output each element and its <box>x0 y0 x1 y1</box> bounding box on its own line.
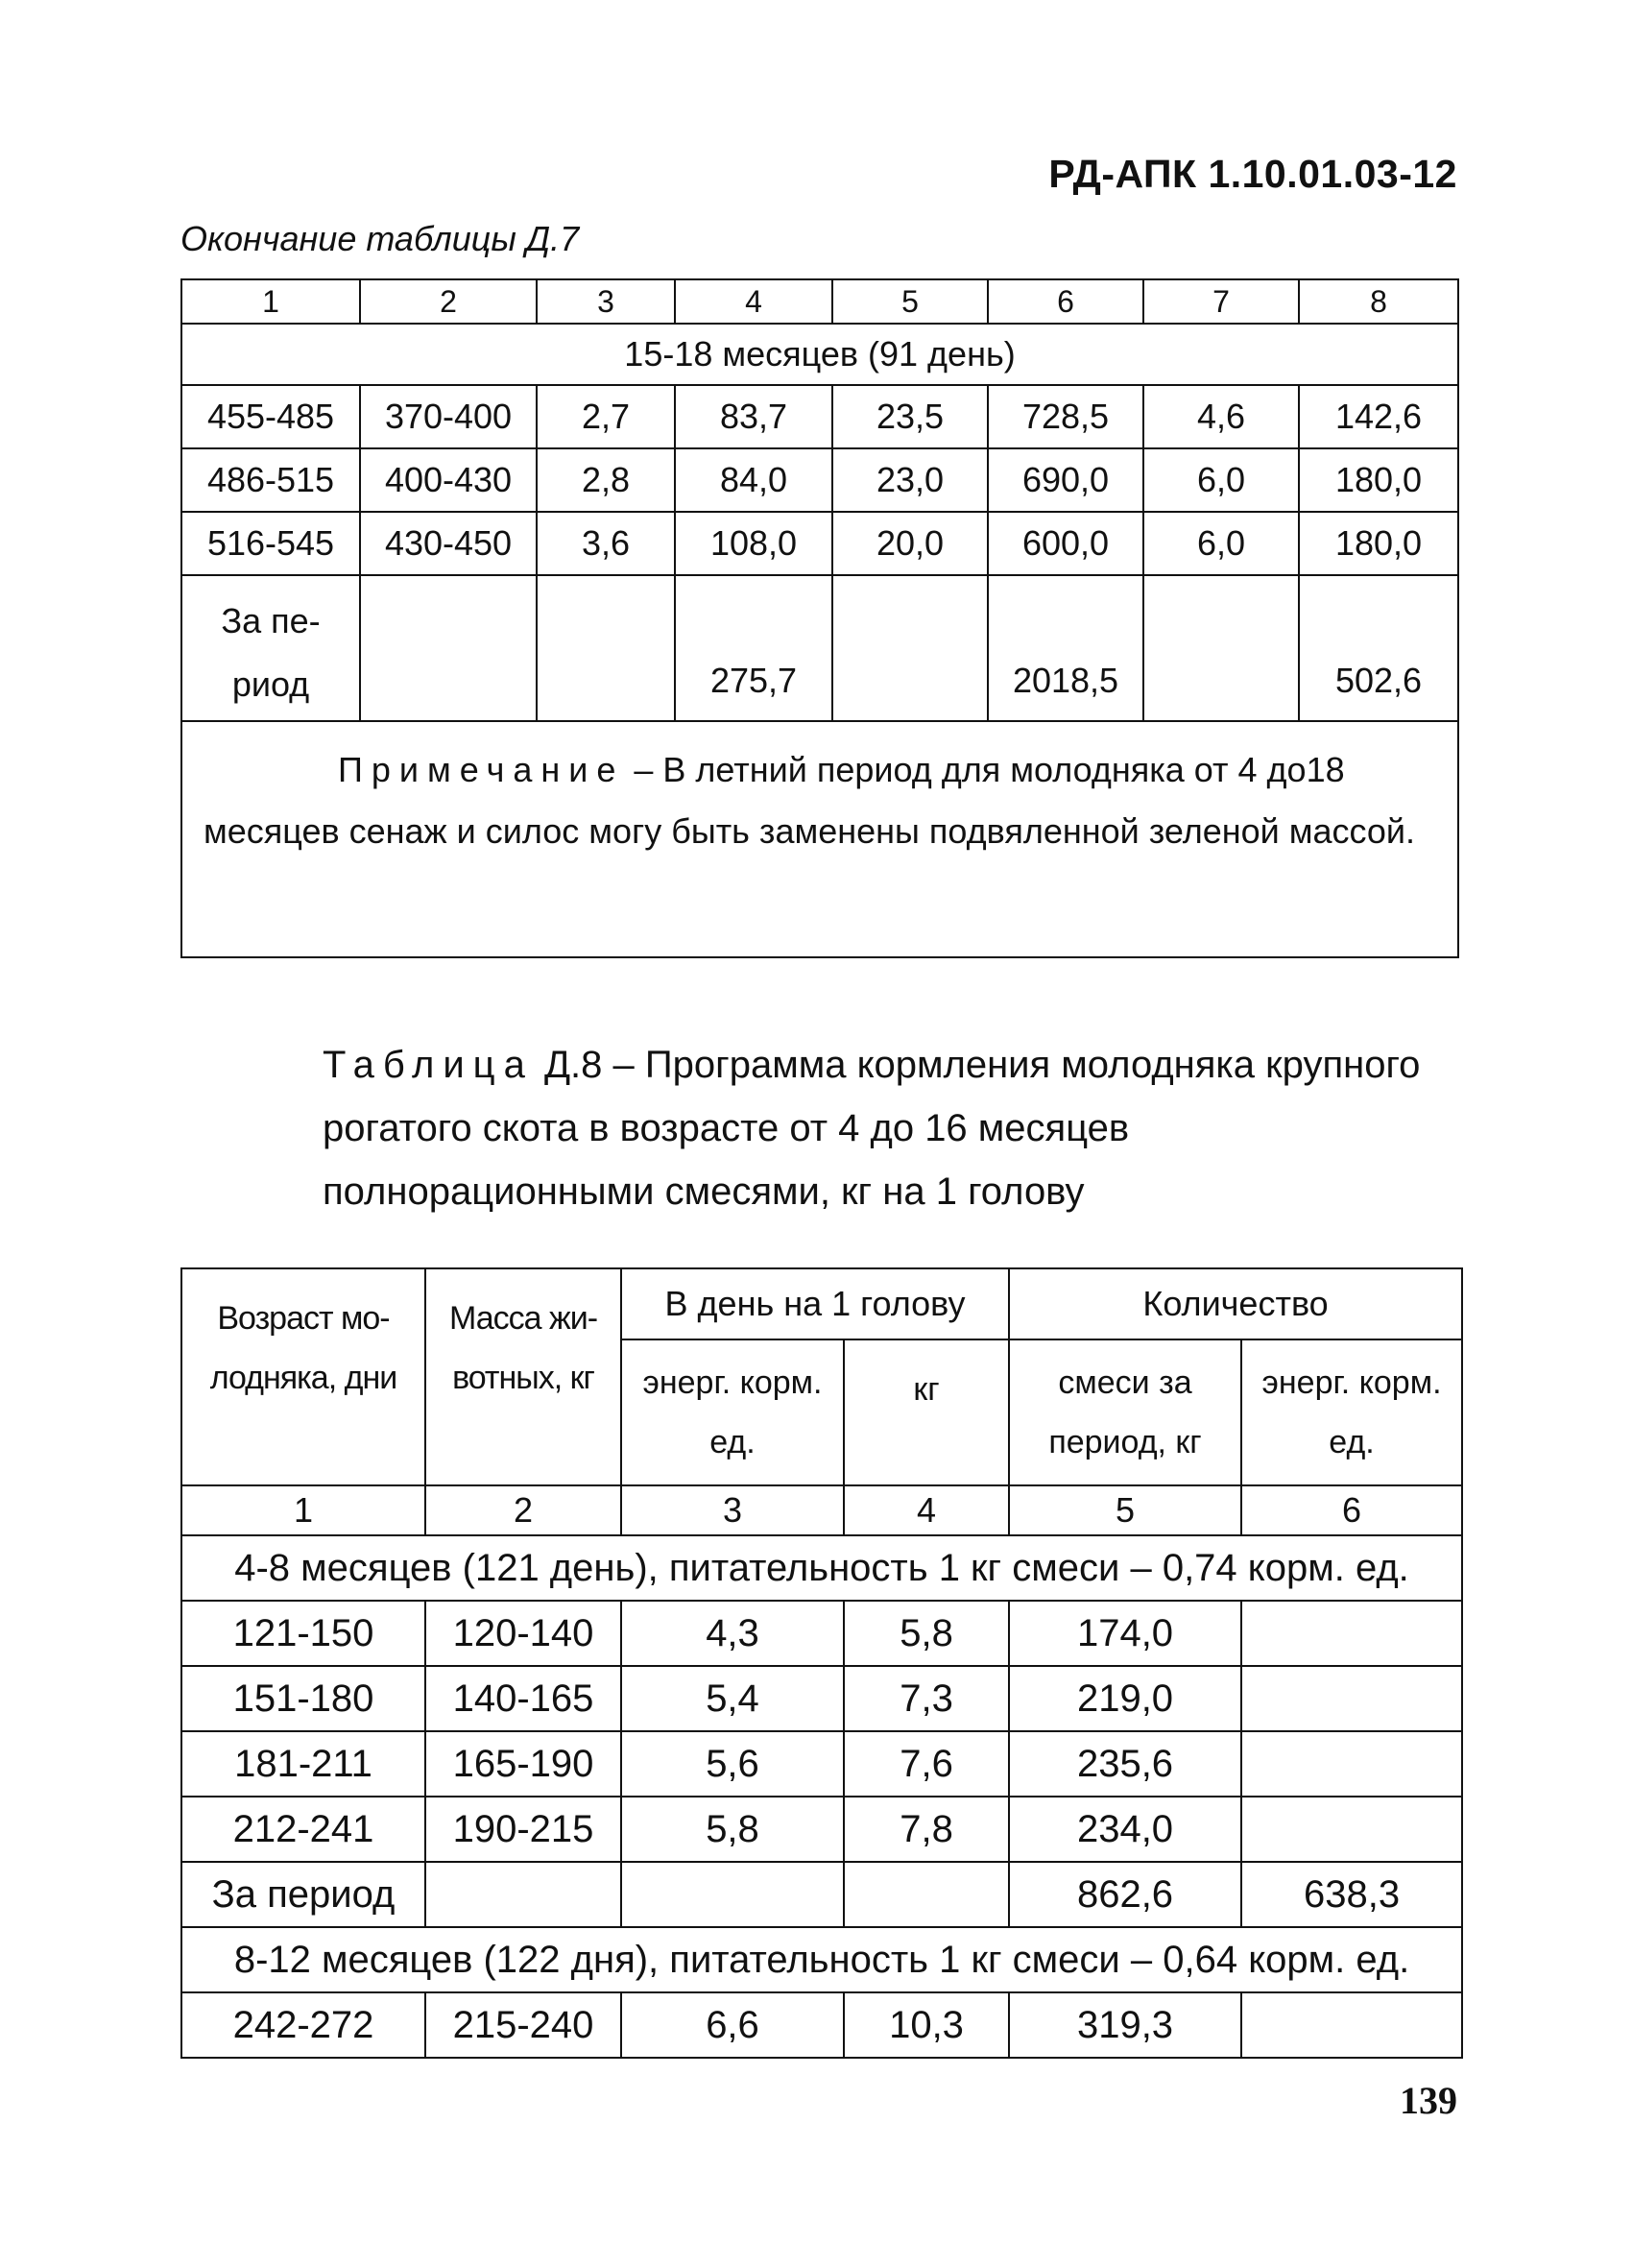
table-label: Таблица <box>323 1044 534 1086</box>
table-cell: 5,4 <box>621 1666 844 1731</box>
table-cell <box>1241 1797 1462 1862</box>
note-text-first: – В летний период для молодняка от 4 до18 <box>624 750 1345 789</box>
column-number: 7 <box>1143 279 1299 324</box>
table-cell: 600,0 <box>988 512 1143 575</box>
total-row <box>181 575 1458 721</box>
section-row <box>181 1927 1462 1992</box>
section-title: 8-12 месяцев (122 дня), питательность 1 кг смеси – 0,64 корм. ед. <box>181 1927 1462 1992</box>
table-cell: 20,0 <box>832 512 988 575</box>
header-mass: Масса жи- вотных, кг <box>425 1268 621 1485</box>
column-number: 2 <box>425 1485 621 1535</box>
table-cell: 121-150 <box>181 1601 425 1666</box>
note-text-rest: месяцев сенаж и силос могу быть заменены подвяленной зеленой массой. <box>204 811 1416 851</box>
table-d8 <box>180 1267 1463 2059</box>
header-energy-units-2: энерг. корм. ед. <box>1241 1339 1462 1485</box>
table-cell: 5,8 <box>844 1601 1009 1666</box>
column-number: 1 <box>181 1485 425 1535</box>
table-cell: 215-240 <box>425 1992 621 2058</box>
table-cell: 486-515 <box>181 448 360 512</box>
table-cell: 84,0 <box>675 448 832 512</box>
table-cell <box>360 575 537 721</box>
table-cell <box>1241 1601 1462 1666</box>
table-cell: 7,3 <box>844 1666 1009 1731</box>
header-kg: кг <box>844 1339 1009 1485</box>
table-cell: 10,3 <box>844 1992 1009 2058</box>
note-row <box>181 721 1458 957</box>
table-row <box>181 512 1458 575</box>
table-cell: 219,0 <box>1009 1666 1241 1731</box>
table-cell: 516-545 <box>181 512 360 575</box>
table-cell: 2,7 <box>537 385 675 448</box>
table-title: Д.8 – Программа кормления молодняка крупного рогатого скота в возрасте от 4 до 16 месяцев полнорационными смесями, кг на 1 голову <box>323 1044 1421 1213</box>
table-cell <box>1241 1731 1462 1797</box>
total-label: За пе- риод <box>181 575 360 721</box>
column-number: 4 <box>844 1485 1009 1535</box>
column-number: 3 <box>621 1485 844 1535</box>
column-number: 4 <box>675 279 832 324</box>
table-cell: 165-190 <box>425 1731 621 1797</box>
column-number: 5 <box>1009 1485 1241 1535</box>
section-row <box>181 1535 1462 1601</box>
table-cell: 5,8 <box>621 1797 844 1862</box>
document-code: РД-АПК 1.10.01.03-12 <box>1048 152 1457 196</box>
table-row <box>181 385 1458 448</box>
table-cell: 6,6 <box>621 1992 844 2058</box>
table-cell: 455-485 <box>181 385 360 448</box>
column-number: 5 <box>832 279 988 324</box>
note-cell <box>181 721 1458 957</box>
table-cell <box>537 575 675 721</box>
section-title: 15-18 месяцев (91 день) <box>181 324 1458 385</box>
table-cell: 319,3 <box>1009 1992 1241 2058</box>
column-number-row <box>181 1485 1462 1535</box>
table-row <box>181 1797 1462 1862</box>
table-cell: 180,0 <box>1299 448 1458 512</box>
table-cell: 6,0 <box>1143 448 1299 512</box>
total-value: 862,6 <box>1009 1862 1241 1927</box>
table-cell: 181-211 <box>181 1731 425 1797</box>
column-number: 1 <box>181 279 360 324</box>
header-energy-units: энерг. корм. ед. <box>621 1339 844 1485</box>
table-cell: 120-140 <box>425 1601 621 1666</box>
table-cell <box>1241 1666 1462 1731</box>
table-d8-caption <box>323 1033 1427 1223</box>
table-cell: 174,0 <box>1009 1601 1241 1666</box>
table-cell: 3,6 <box>537 512 675 575</box>
total-value: 638,3 <box>1241 1862 1462 1927</box>
table-row <box>181 448 1458 512</box>
table-cell: 2,8 <box>537 448 675 512</box>
header-row <box>181 1268 1462 1339</box>
table-cell: 142,6 <box>1299 385 1458 448</box>
table-cell: 190-215 <box>425 1797 621 1862</box>
table-cell: 242-272 <box>181 1992 425 2058</box>
total-label: За период <box>181 1862 425 1927</box>
column-number: 6 <box>1241 1485 1462 1535</box>
table-cell: 234,0 <box>1009 1797 1241 1862</box>
table-cell: 4,3 <box>621 1601 844 1666</box>
table-cell: 6,0 <box>1143 512 1299 575</box>
total-value: 2018,5 <box>988 575 1143 721</box>
column-number: 6 <box>988 279 1143 324</box>
table-cell: 140-165 <box>425 1666 621 1731</box>
table-cell: 690,0 <box>988 448 1143 512</box>
table-cell <box>832 575 988 721</box>
table-cell: 180,0 <box>1299 512 1458 575</box>
table-cell <box>844 1862 1009 1927</box>
table-cell: 212-241 <box>181 1797 425 1862</box>
header-per-day: В день на 1 голову <box>621 1268 1009 1339</box>
table-cell: 370-400 <box>360 385 537 448</box>
column-number-row <box>181 279 1458 324</box>
table-d7 <box>180 278 1459 958</box>
section-row <box>181 324 1458 385</box>
table-cell: 430-450 <box>360 512 537 575</box>
table-cell: 83,7 <box>675 385 832 448</box>
table-row <box>181 1992 1462 2058</box>
total-row <box>181 1862 1462 1927</box>
table-cell: 23,0 <box>832 448 988 512</box>
table-row <box>181 1601 1462 1666</box>
column-number: 2 <box>360 279 537 324</box>
table-row <box>181 1666 1462 1731</box>
table-cell: 23,5 <box>832 385 988 448</box>
table-cell <box>1143 575 1299 721</box>
table-cell <box>425 1862 621 1927</box>
table-cell: 235,6 <box>1009 1731 1241 1797</box>
section-title: 4-8 месяцев (121 день), питательность 1 кг смеси – 0,74 корм. ед. <box>181 1535 1462 1601</box>
table-d7-continuation-caption: Окончание таблицы Д.7 <box>180 219 580 258</box>
page-number: 139 <box>1400 2079 1457 2122</box>
header-age: Возраст мо- лодняка, дни <box>181 1268 425 1485</box>
table-cell: 7,6 <box>844 1731 1009 1797</box>
total-value: 275,7 <box>675 575 832 721</box>
table-cell: 728,5 <box>988 385 1143 448</box>
note-label: Примечание <box>338 750 625 789</box>
table-cell: 4,6 <box>1143 385 1299 448</box>
total-value: 502,6 <box>1299 575 1458 721</box>
column-number: 8 <box>1299 279 1458 324</box>
table-cell <box>1241 1992 1462 2058</box>
table-cell: 400-430 <box>360 448 537 512</box>
column-number: 3 <box>537 279 675 324</box>
table-cell <box>621 1862 844 1927</box>
table-cell: 7,8 <box>844 1797 1009 1862</box>
table-cell: 151-180 <box>181 1666 425 1731</box>
table-row <box>181 1731 1462 1797</box>
table-cell: 5,6 <box>621 1731 844 1797</box>
header-quantity: Количество <box>1009 1268 1462 1339</box>
header-mix-period: смеси за период, кг <box>1009 1339 1241 1485</box>
table-cell: 108,0 <box>675 512 832 575</box>
